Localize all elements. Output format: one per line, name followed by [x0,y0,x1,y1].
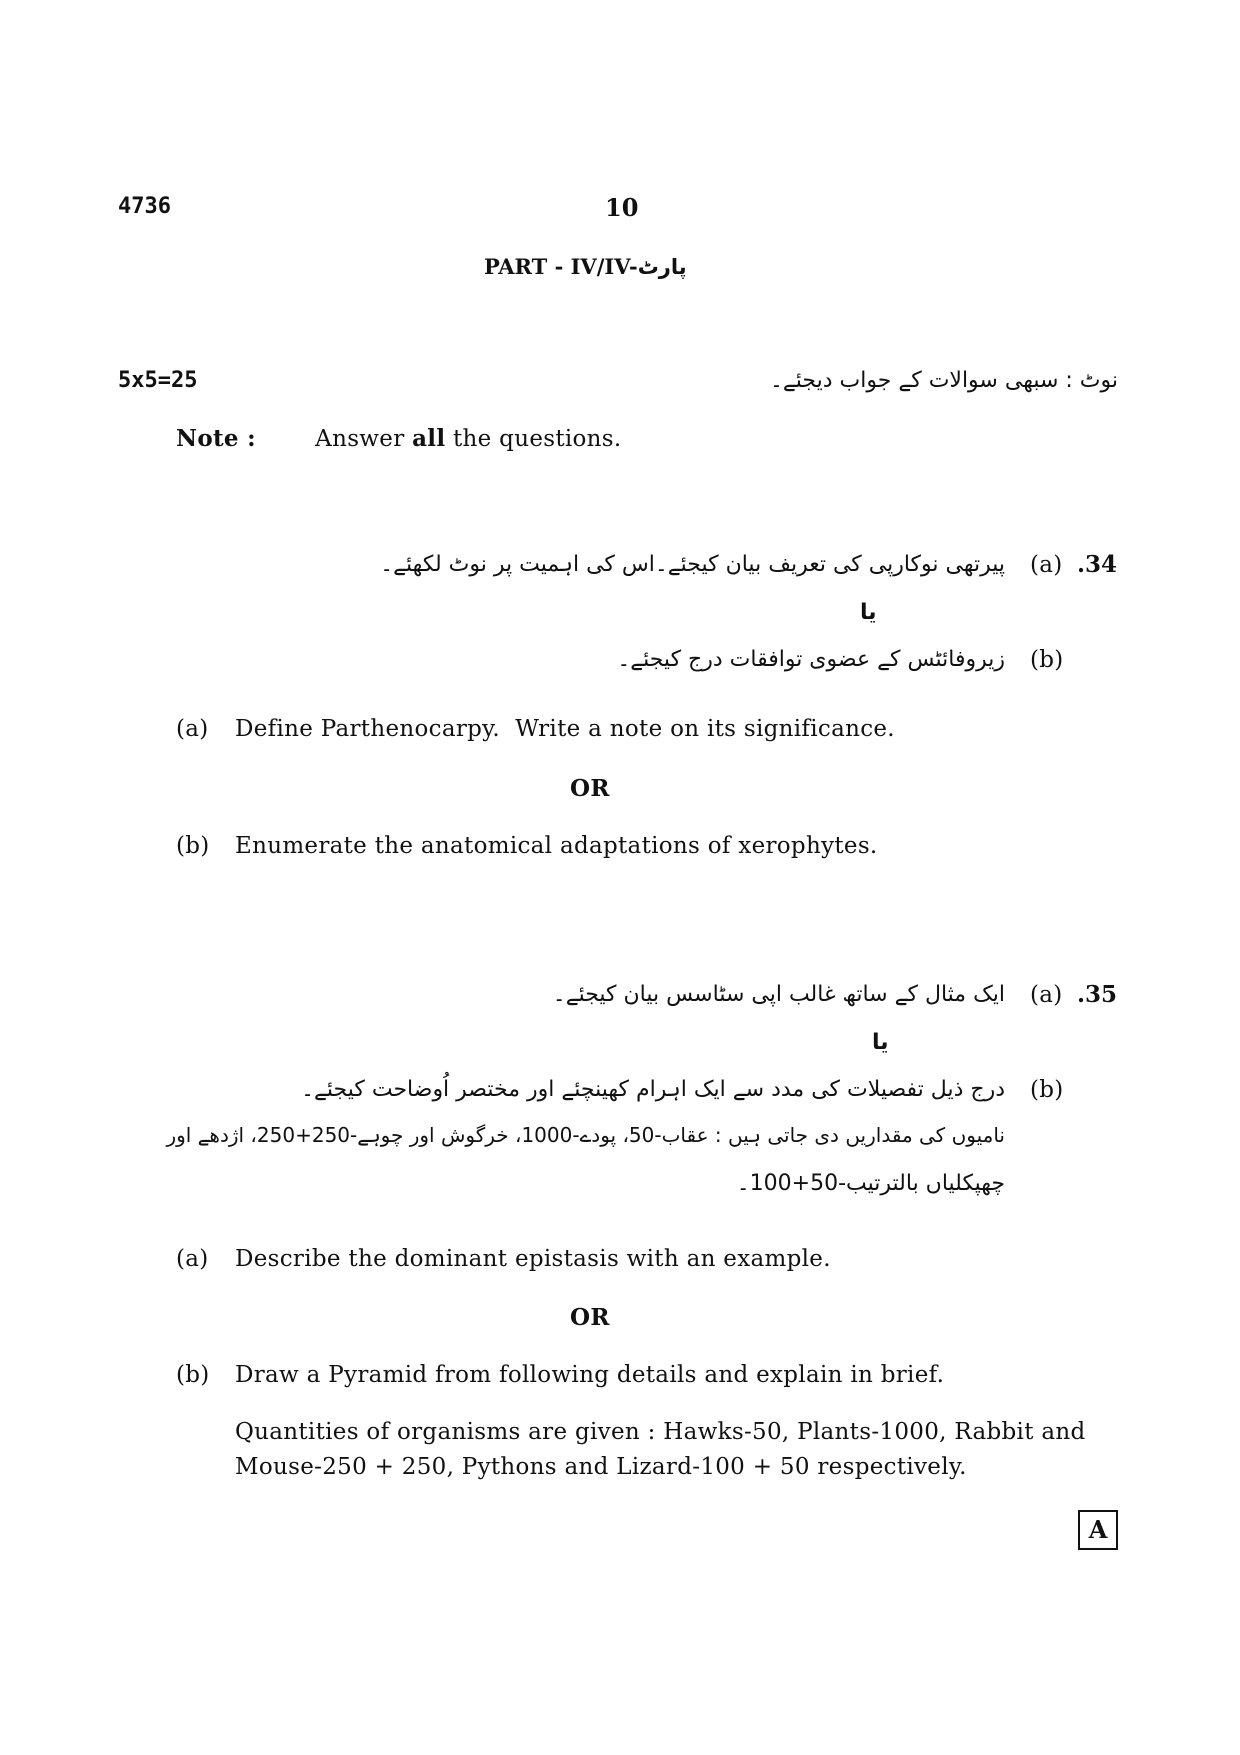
part-title [484,254,687,279]
q34-urdu-or: یا [860,600,877,625]
q35-number: .35 [1077,981,1118,1008]
q34-number: .34 [1077,551,1118,578]
q35-urdu-a-label: (a) [1030,982,1063,1008]
note-text-before: Answer [315,426,413,452]
q35-urdu-b-line2: نامیوں کی مقداریں دی جاتی ہیں : عقاب-50، پودے-1000، خرگوش اور چوہے-250+250، اژدھے اور [166,1123,1005,1147]
series-box: A [1078,1510,1118,1550]
part-title-en: PART - IV/IV- [484,254,638,279]
q35-urdu-b-line3: چھپکلیاں بالترتیب-50+100۔ [736,1171,1005,1196]
q35-en-b: Draw a Pyramid from following details and explain in brief. [235,1362,945,1388]
paper-code: 4736 [118,194,171,219]
q35-urdu-b-label: (b) [1030,1077,1064,1103]
q35-en-b-detail-line1: Quantities of organisms are given : Hawks-50, Plants-1000, Rabbit and [235,1419,1086,1445]
page-number: 10 [605,193,639,222]
note-english [176,425,622,452]
q35-urdu-a: ایک مثال کے ساتھ غالب اپی سٹاسس بیان کیجئے۔ [552,982,1005,1007]
q34-urdu-a-label: (a) [1030,552,1063,578]
q34-urdu-b-label: (b) [1030,647,1064,673]
q35-or: OR [570,1304,610,1331]
marks-label: 5x5=25 [118,368,198,393]
note-text-bold: all [412,425,446,452]
q34-urdu-b: زیروفائٹس کے عضوی توافقات درج کیجئے۔ [617,647,1005,672]
q35-urdu-b: درج ذیل تفصیلات کی مدد سے ایک اہرام کھینچئے اور مختصر اُوضاحت کیجئے۔ [301,1077,1005,1102]
q34-urdu-a: پیرتھی نوکارپی کی تعریف بیان کیجئے۔اس کی اہمیت پر نوٹ لکھئے۔ [380,552,1005,577]
q34-en-a-label: (a) [176,716,209,742]
note-label: Note : [176,425,256,452]
q35-en-b-detail-line2: Mouse-250 + 250, Pythons and Lizard-100 + 50 respectively. [235,1454,967,1480]
q35-urdu-or: یا [872,1030,889,1055]
note-text-after: the questions. [445,426,622,452]
q34-en-a: Define Parthenocarpy. Write a note on its significance. [235,716,895,742]
q35-en-b-label: (b) [176,1362,210,1388]
q34-or: OR [570,775,610,802]
q34-en-b: Enumerate the anatomical adaptations of xerophytes. [235,833,878,859]
note-urdu: نوٹ : سبھی سوالات کے جواب دیجئے۔ [770,368,1118,393]
part-title-ur: پارٹ [637,255,687,279]
q35-en-a: Describe the dominant epistasis with an example. [235,1246,831,1272]
q34-en-b-label: (b) [176,833,210,859]
q35-en-a-label: (a) [176,1246,209,1272]
